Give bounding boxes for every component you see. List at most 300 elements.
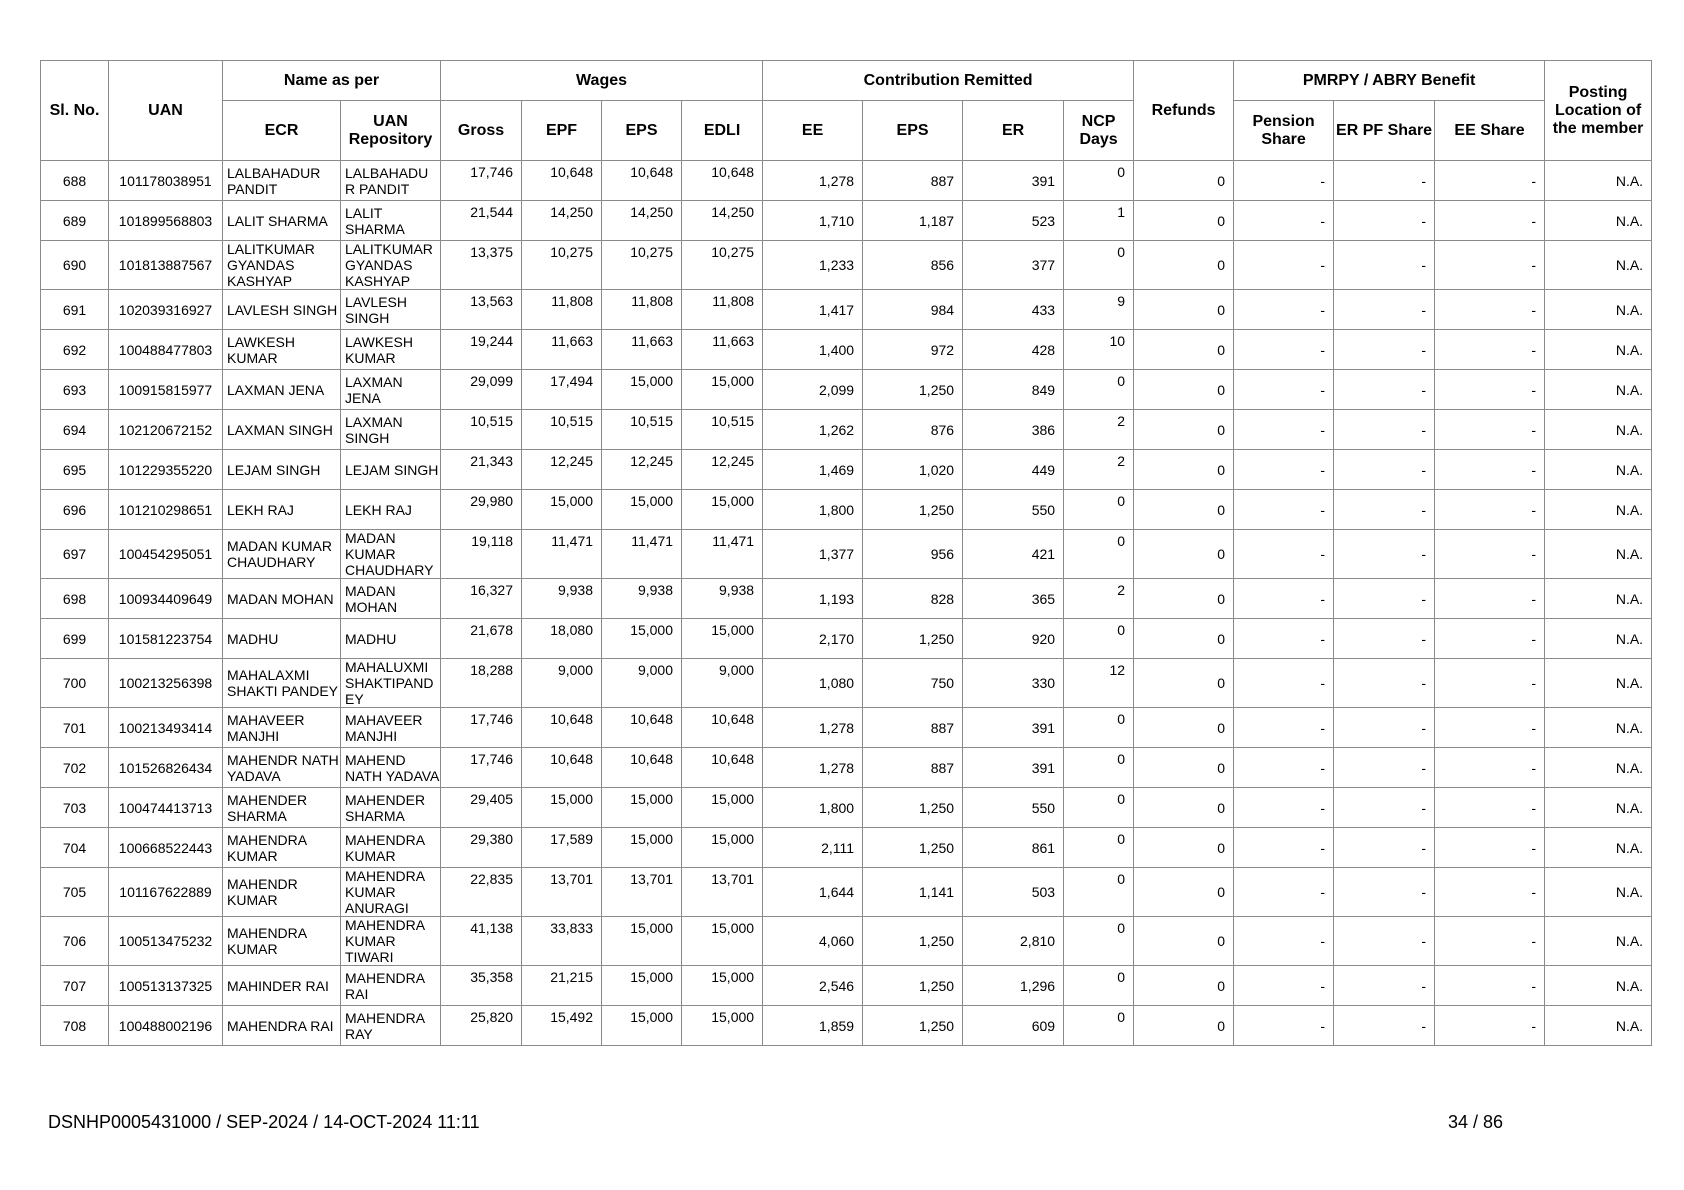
table-row (41, 410, 1652, 450)
cell-refunds: 0 (1134, 1006, 1234, 1046)
cell-refunds: 0 (1134, 410, 1234, 450)
cell-edli: 15,000 (682, 828, 763, 868)
cell-er: 550 (963, 788, 1064, 828)
cell-ecr-name: MADAN MOHAN (223, 579, 341, 619)
footer-page-number: 34 / 86 (1448, 1112, 1504, 1132)
cell-ee-share: - (1435, 708, 1545, 748)
cell-edli: 15,000 (682, 788, 763, 828)
cell-epf: 12,245 (522, 450, 602, 490)
cell-ee: 1,193 (763, 579, 863, 619)
cell-er: 503 (963, 868, 1064, 917)
cell-edli: 14,250 (682, 201, 763, 241)
cell-ee-share: - (1435, 370, 1545, 410)
cell-sl-no: 688 (41, 161, 109, 201)
cell-ee: 1,400 (763, 330, 863, 370)
cell-uan-repository-name: LAXMAN SINGH (341, 410, 441, 450)
cell-ee: 1,278 (763, 161, 863, 201)
cell-refunds: 0 (1134, 748, 1234, 788)
cell-eps: 15,000 (602, 1006, 682, 1046)
cell-gross: 19,244 (441, 330, 522, 370)
cell-ecr-name: LAWKESH KUMAR (223, 330, 341, 370)
cell-ecr-name: MAHENDR NATH YADAVA (223, 748, 341, 788)
cell-eps: 9,000 (602, 659, 682, 708)
cell-edli: 15,000 (682, 619, 763, 659)
header-pension-share: Pension Share (1234, 101, 1334, 161)
cell-gross: 29,380 (441, 828, 522, 868)
cell-epf: 11,663 (522, 330, 602, 370)
cell-uan: 102039316927 (109, 290, 223, 330)
header-gross: Gross (441, 101, 522, 161)
cell-ncp-days: 0 (1064, 788, 1134, 828)
cell-epf: 10,648 (522, 748, 602, 788)
cell-ecr-name: LEKH RAJ (223, 490, 341, 530)
header-posting-location: Posting Location of the member (1545, 61, 1652, 161)
cell-er-pf-share: - (1334, 241, 1435, 290)
table-row (41, 579, 1652, 619)
table-row (41, 201, 1652, 241)
cell-uan-repository-name: LAVLESH SINGH (341, 290, 441, 330)
cell-eps: 11,663 (602, 330, 682, 370)
cell-er-pf-share: - (1334, 708, 1435, 748)
cell-gross: 22,835 (441, 868, 522, 917)
table-row (41, 868, 1652, 917)
cell-pension-share: - (1234, 619, 1334, 659)
cell-ee: 1,469 (763, 450, 863, 490)
footer-document-id: DSNHP0005431000 / SEP-2024 / 14-OCT-2024 11:11 (48, 1112, 480, 1132)
cell-er-pf-share: - (1334, 868, 1435, 917)
cell-ecr-name: LAXMAN SINGH (223, 410, 341, 450)
table-row (41, 828, 1652, 868)
cell-edli: 15,000 (682, 370, 763, 410)
header-er: ER (963, 101, 1064, 161)
cell-ee: 2,111 (763, 828, 863, 868)
cell-ee: 1,278 (763, 748, 863, 788)
cell-sl-no: 708 (41, 1006, 109, 1046)
cell-posting-location: N.A. (1545, 917, 1652, 966)
cell-posting-location: N.A. (1545, 868, 1652, 917)
cell-ee-share: - (1435, 241, 1545, 290)
header-uan: UAN (109, 61, 223, 161)
cell-pension-share: - (1234, 330, 1334, 370)
cell-ecr-name: MAHENDRA KUMAR (223, 828, 341, 868)
cell-ee: 2,546 (763, 966, 863, 1006)
cell-sl-no: 702 (41, 748, 109, 788)
cell-eps-contribution: 1,020 (863, 450, 963, 490)
cell-ee: 1,233 (763, 241, 863, 290)
cell-uan-repository-name: LAXMAN JENA (341, 370, 441, 410)
cell-ecr-name: MADAN KUMAR CHAUDHARY (223, 530, 341, 579)
cell-ee-share: - (1435, 619, 1545, 659)
cell-epf: 15,000 (522, 788, 602, 828)
cell-eps: 12,245 (602, 450, 682, 490)
cell-er-pf-share: - (1334, 1006, 1435, 1046)
cell-posting-location: N.A. (1545, 579, 1652, 619)
table-row (41, 1006, 1652, 1046)
cell-sl-no: 692 (41, 330, 109, 370)
cell-pension-share: - (1234, 530, 1334, 579)
cell-pension-share: - (1234, 579, 1334, 619)
cell-ecr-name: LALBAHADUR PANDIT (223, 161, 341, 201)
cell-posting-location: N.A. (1545, 201, 1652, 241)
cell-eps-contribution: 828 (863, 579, 963, 619)
cell-posting-location: N.A. (1545, 241, 1652, 290)
cell-er-pf-share: - (1334, 450, 1435, 490)
cell-refunds: 0 (1134, 788, 1234, 828)
cell-uan: 101167622889 (109, 868, 223, 917)
cell-eps-contribution: 1,250 (863, 788, 963, 828)
cell-eps-contribution: 1,250 (863, 370, 963, 410)
cell-eps-contribution: 887 (863, 161, 963, 201)
cell-ee-share: - (1435, 201, 1545, 241)
cell-refunds: 0 (1134, 450, 1234, 490)
cell-edli: 15,000 (682, 966, 763, 1006)
cell-ee: 1,800 (763, 490, 863, 530)
table-row (41, 966, 1652, 1006)
cell-pension-share: - (1234, 490, 1334, 530)
cell-ee: 1,859 (763, 1006, 863, 1046)
cell-eps-contribution: 1,250 (863, 619, 963, 659)
cell-epf: 10,275 (522, 241, 602, 290)
header-contribution-remitted: Contribution Remitted (763, 61, 1134, 101)
cell-ee-share: - (1435, 828, 1545, 868)
cell-ee-share: - (1435, 917, 1545, 966)
cell-edli: 11,471 (682, 530, 763, 579)
cell-uan: 100513137325 (109, 966, 223, 1006)
header-epf: EPF (522, 101, 602, 161)
cell-posting-location: N.A. (1545, 659, 1652, 708)
cell-uan-repository-name: MAHAVEER MANJHI (341, 708, 441, 748)
cell-uan: 101210298651 (109, 490, 223, 530)
cell-eps-contribution: 887 (863, 748, 963, 788)
header-ecr: ECR (223, 101, 341, 161)
cell-gross: 29,099 (441, 370, 522, 410)
cell-edli: 9,938 (682, 579, 763, 619)
cell-ee: 1,710 (763, 201, 863, 241)
cell-sl-no: 706 (41, 917, 109, 966)
cell-ee: 1,278 (763, 708, 863, 748)
cell-uan: 101581223754 (109, 619, 223, 659)
cell-er: 377 (963, 241, 1064, 290)
cell-edli: 10,648 (682, 708, 763, 748)
cell-ecr-name: LALITKUMAR GYANDAS KASHYAP (223, 241, 341, 290)
cell-epf: 11,471 (522, 530, 602, 579)
cell-epf: 9,938 (522, 579, 602, 619)
cell-er: 2,810 (963, 917, 1064, 966)
cell-uan-repository-name: MADAN MOHAN (341, 579, 441, 619)
cell-posting-location: N.A. (1545, 490, 1652, 530)
cell-sl-no: 691 (41, 290, 109, 330)
cell-posting-location: N.A. (1545, 450, 1652, 490)
cell-pension-share: - (1234, 966, 1334, 1006)
cell-ncp-days: 0 (1064, 161, 1134, 201)
cell-ee-share: - (1435, 788, 1545, 828)
cell-ncp-days: 0 (1064, 530, 1134, 579)
cell-er-pf-share: - (1334, 410, 1435, 450)
cell-uan-repository-name: LEKH RAJ (341, 490, 441, 530)
cell-uan-repository-name: LALBAHADU R PANDIT (341, 161, 441, 201)
cell-sl-no: 701 (41, 708, 109, 748)
cell-edli: 15,000 (682, 917, 763, 966)
cell-edli: 11,663 (682, 330, 763, 370)
cell-ee: 1,644 (763, 868, 863, 917)
cell-gross: 13,563 (441, 290, 522, 330)
cell-eps: 14,250 (602, 201, 682, 241)
cell-uan: 100668522443 (109, 828, 223, 868)
cell-ee-share: - (1435, 330, 1545, 370)
cell-eps: 10,275 (602, 241, 682, 290)
header-ee-share: EE Share (1435, 101, 1545, 161)
cell-er: 433 (963, 290, 1064, 330)
cell-eps-contribution: 1,250 (863, 1006, 963, 1046)
cell-er-pf-share: - (1334, 161, 1435, 201)
cell-eps-contribution: 1,187 (863, 201, 963, 241)
cell-gross: 19,118 (441, 530, 522, 579)
cell-er: 386 (963, 410, 1064, 450)
cell-er-pf-share: - (1334, 201, 1435, 241)
cell-edli: 13,701 (682, 868, 763, 917)
cell-er: 391 (963, 161, 1064, 201)
cell-ncp-days: 12 (1064, 659, 1134, 708)
table-row (41, 490, 1652, 530)
cell-eps-contribution: 956 (863, 530, 963, 579)
cell-posting-location: N.A. (1545, 370, 1652, 410)
header-uan-repository: UAN Repository (341, 101, 441, 161)
cell-gross: 35,358 (441, 966, 522, 1006)
cell-epf: 21,215 (522, 966, 602, 1006)
header-eps: EPS (602, 101, 682, 161)
cell-er: 421 (963, 530, 1064, 579)
cell-refunds: 0 (1134, 828, 1234, 868)
cell-er-pf-share: - (1334, 290, 1435, 330)
cell-gross: 21,544 (441, 201, 522, 241)
cell-er-pf-share: - (1334, 828, 1435, 868)
cell-eps-contribution: 856 (863, 241, 963, 290)
cell-gross: 13,375 (441, 241, 522, 290)
cell-pension-share: - (1234, 659, 1334, 708)
cell-refunds: 0 (1134, 241, 1234, 290)
cell-uan-repository-name: LAWKESH KUMAR (341, 330, 441, 370)
cell-sl-no: 699 (41, 619, 109, 659)
cell-refunds: 0 (1134, 201, 1234, 241)
table-row (41, 788, 1652, 828)
cell-pension-share: - (1234, 708, 1334, 748)
cell-ncp-days: 0 (1064, 708, 1134, 748)
cell-eps-contribution: 1,250 (863, 490, 963, 530)
cell-uan-repository-name: MADHU (341, 619, 441, 659)
cell-gross: 17,746 (441, 161, 522, 201)
cell-uan-repository-name: MAHENDRA KUMAR (341, 828, 441, 868)
cell-edli: 10,515 (682, 410, 763, 450)
cell-refunds: 0 (1134, 868, 1234, 917)
header-pmrpy-abry: PMRPY / ABRY Benefit (1234, 61, 1545, 101)
cell-posting-location: N.A. (1545, 828, 1652, 868)
cell-uan-repository-name: MAHENDER SHARMA (341, 788, 441, 828)
table-row (41, 370, 1652, 410)
cell-er: 428 (963, 330, 1064, 370)
cell-posting-location: N.A. (1545, 530, 1652, 579)
cell-epf: 33,833 (522, 917, 602, 966)
cell-er-pf-share: - (1334, 748, 1435, 788)
table-row (41, 241, 1652, 290)
cell-ee-share: - (1435, 748, 1545, 788)
cell-pension-share: - (1234, 201, 1334, 241)
cell-epf: 13,701 (522, 868, 602, 917)
cell-ee-share: - (1435, 450, 1545, 490)
cell-eps: 13,701 (602, 868, 682, 917)
cell-refunds: 0 (1134, 619, 1234, 659)
cell-refunds: 0 (1134, 161, 1234, 201)
cell-eps: 15,000 (602, 966, 682, 1006)
cell-er-pf-share: - (1334, 530, 1435, 579)
table-row (41, 330, 1652, 370)
cell-eps: 15,000 (602, 370, 682, 410)
cell-gross: 25,820 (441, 1006, 522, 1046)
cell-ee: 2,099 (763, 370, 863, 410)
cell-uan-repository-name: LALITKUMAR GYANDAS KASHYAP (341, 241, 441, 290)
cell-uan: 100915815977 (109, 370, 223, 410)
cell-er-pf-share: - (1334, 788, 1435, 828)
cell-sl-no: 707 (41, 966, 109, 1006)
cell-pension-share: - (1234, 161, 1334, 201)
cell-posting-location: N.A. (1545, 748, 1652, 788)
cell-posting-location: N.A. (1545, 708, 1652, 748)
cell-er-pf-share: - (1334, 579, 1435, 619)
contribution-table (40, 60, 1652, 1046)
cell-posting-location: N.A. (1545, 788, 1652, 828)
cell-ncp-days: 0 (1064, 748, 1134, 788)
cell-uan: 101229355220 (109, 450, 223, 490)
cell-refunds: 0 (1134, 330, 1234, 370)
cell-edli: 12,245 (682, 450, 763, 490)
cell-uan: 100454295051 (109, 530, 223, 579)
cell-pension-share: - (1234, 788, 1334, 828)
cell-ecr-name: MAHINDER RAI (223, 966, 341, 1006)
cell-uan: 100488477803 (109, 330, 223, 370)
cell-er: 609 (963, 1006, 1064, 1046)
cell-posting-location: N.A. (1545, 966, 1652, 1006)
cell-ee: 1,080 (763, 659, 863, 708)
cell-uan: 100513475232 (109, 917, 223, 966)
header-ee: EE (763, 101, 863, 161)
cell-ee: 1,417 (763, 290, 863, 330)
cell-sl-no: 690 (41, 241, 109, 290)
cell-edli: 9,000 (682, 659, 763, 708)
cell-posting-location: N.A. (1545, 290, 1652, 330)
cell-epf: 10,648 (522, 161, 602, 201)
cell-uan-repository-name: LALIT SHARMA (341, 201, 441, 241)
cell-ee-share: - (1435, 530, 1545, 579)
header-er-pf-share: ER PF Share (1334, 101, 1435, 161)
cell-ncp-days: 2 (1064, 450, 1134, 490)
cell-eps: 10,648 (602, 748, 682, 788)
cell-ee-share: - (1435, 290, 1545, 330)
cell-refunds: 0 (1134, 966, 1234, 1006)
table-row (41, 450, 1652, 490)
cell-uan: 100213256398 (109, 659, 223, 708)
cell-ee-share: - (1435, 410, 1545, 450)
cell-ecr-name: LAVLESH SINGH (223, 290, 341, 330)
table-row (41, 917, 1652, 966)
cell-posting-location: N.A. (1545, 330, 1652, 370)
cell-ee: 4,060 (763, 917, 863, 966)
cell-uan: 101813887567 (109, 241, 223, 290)
cell-edli: 10,648 (682, 161, 763, 201)
cell-uan: 102120672152 (109, 410, 223, 450)
header-name-as-per: Name as per (223, 61, 441, 101)
header-refunds: Refunds (1134, 61, 1234, 161)
cell-refunds: 0 (1134, 579, 1234, 619)
cell-er: 550 (963, 490, 1064, 530)
cell-pension-share: - (1234, 290, 1334, 330)
cell-eps: 15,000 (602, 619, 682, 659)
cell-epf: 17,494 (522, 370, 602, 410)
cell-ecr-name: MAHALAXMI SHAKTI PANDEY (223, 659, 341, 708)
cell-sl-no: 697 (41, 530, 109, 579)
cell-ee-share: - (1435, 868, 1545, 917)
cell-ncp-days: 0 (1064, 619, 1134, 659)
cell-ncp-days: 10 (1064, 330, 1134, 370)
cell-uan: 101899568803 (109, 201, 223, 241)
cell-refunds: 0 (1134, 917, 1234, 966)
cell-refunds: 0 (1134, 530, 1234, 579)
cell-epf: 9,000 (522, 659, 602, 708)
cell-eps: 9,938 (602, 579, 682, 619)
header-ncp-days: NCP Days (1064, 101, 1134, 161)
cell-epf: 10,515 (522, 410, 602, 450)
cell-sl-no: 703 (41, 788, 109, 828)
cell-uan: 100488002196 (109, 1006, 223, 1046)
cell-ncp-days: 0 (1064, 917, 1134, 966)
cell-ncp-days: 2 (1064, 579, 1134, 619)
cell-er: 330 (963, 659, 1064, 708)
cell-sl-no: 698 (41, 579, 109, 619)
cell-pension-share: - (1234, 748, 1334, 788)
cell-pension-share: - (1234, 868, 1334, 917)
cell-gross: 10,515 (441, 410, 522, 450)
cell-ee-share: - (1435, 579, 1545, 619)
cell-ncp-days: 0 (1064, 370, 1134, 410)
cell-ee: 1,377 (763, 530, 863, 579)
cell-ee: 2,170 (763, 619, 863, 659)
cell-refunds: 0 (1134, 659, 1234, 708)
cell-gross: 17,746 (441, 708, 522, 748)
cell-epf: 17,589 (522, 828, 602, 868)
cell-er: 391 (963, 708, 1064, 748)
cell-pension-share: - (1234, 370, 1334, 410)
cell-ncp-days: 0 (1064, 868, 1134, 917)
cell-eps-contribution: 1,141 (863, 868, 963, 917)
table-row (41, 748, 1652, 788)
cell-ee: 1,800 (763, 788, 863, 828)
header-sl-no: Sl. No. (41, 61, 109, 161)
cell-posting-location: N.A. (1545, 1006, 1652, 1046)
cell-ecr-name: MADHU (223, 619, 341, 659)
cell-uan: 101178038951 (109, 161, 223, 201)
cell-uan-repository-name: MADAN KUMAR CHAUDHARY (341, 530, 441, 579)
table-row (41, 659, 1652, 708)
cell-eps-contribution: 887 (863, 708, 963, 748)
cell-posting-location: N.A. (1545, 410, 1652, 450)
cell-sl-no: 695 (41, 450, 109, 490)
cell-refunds: 0 (1134, 708, 1234, 748)
cell-ecr-name: LAXMAN JENA (223, 370, 341, 410)
cell-ee: 1,262 (763, 410, 863, 450)
cell-edli: 11,808 (682, 290, 763, 330)
cell-ncp-days: 1 (1064, 201, 1134, 241)
header-eps-contribution: EPS (863, 101, 963, 161)
table-row (41, 708, 1652, 748)
cell-posting-location: N.A. (1545, 161, 1652, 201)
